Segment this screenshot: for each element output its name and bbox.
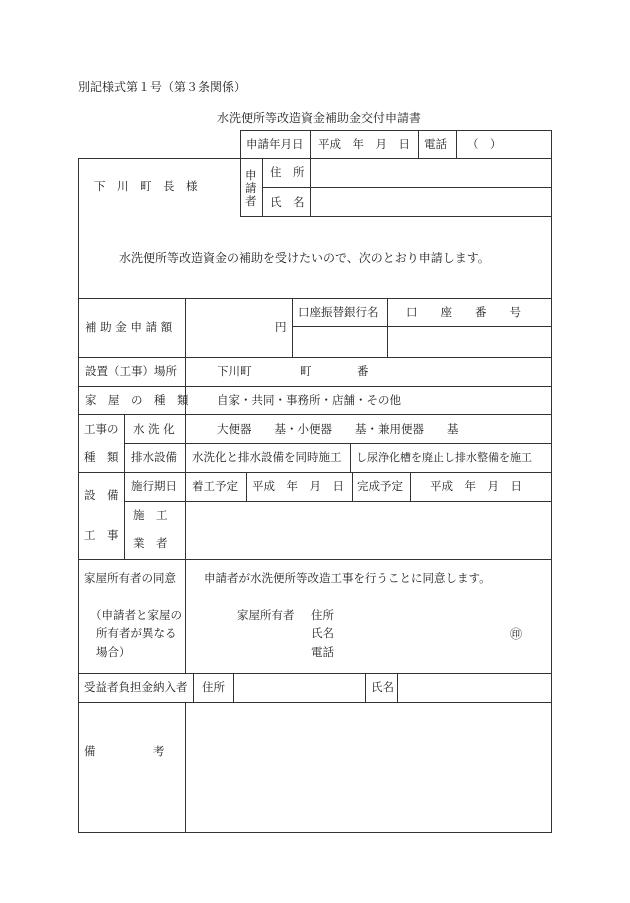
end-label: 完成予定 [357, 479, 403, 493]
contractor-label-top: 施 工 [133, 508, 168, 522]
start-label: 着工予定 [192, 479, 238, 493]
application-statement: 水洗便所等改造資金の補助を受けたいので、次のとおり申請します。 [119, 251, 490, 265]
owner-note-1: （申請者と家屋の [90, 608, 182, 622]
application-date-label: 申請年月日 [246, 137, 304, 151]
location-cho: 町 [300, 364, 312, 378]
form-title: 水洗便所等改造資金補助金交付申請書 [217, 111, 422, 125]
applicant-address-label: 住 所 [270, 165, 305, 179]
account-number-label: 口 座 番 号 [406, 305, 521, 319]
owner-consent-text: 申請者が水洗便所等改造工事を行うことに同意します。 [204, 571, 491, 585]
period-label: 施行期日 [131, 479, 177, 493]
applicant-label-1: 申 [245, 168, 257, 182]
owner-address-label: 住所 [311, 608, 334, 622]
location-town: 下川町 [217, 364, 252, 378]
owner-consent-label: 家屋所有者の同意 [84, 571, 176, 585]
phone-label: 電話 [424, 137, 447, 151]
owner-note-2: 所有者が異なる [96, 626, 177, 640]
subsidy-amount-label: 補 助 金 申 請 額 [85, 320, 173, 334]
facility-label-bottom: 工 事 [84, 528, 119, 542]
addressee: 下 川 町 長 様 [94, 179, 198, 193]
applicant-name-label: 氏 名 [270, 195, 305, 209]
house-type-options[interactable]: 自家・共同・事務所・店舗・その他 [217, 393, 401, 407]
contractor-label-bottom: 業 者 [133, 536, 168, 550]
flush-label: 水 洗 化 [133, 422, 175, 436]
location-label: 設置（工事）場所 [85, 364, 177, 378]
drain-option-septic[interactable]: し尿浄化槽を廃止し排水整備を施工 [356, 451, 532, 464]
house-type-label: 家 屋 の 種 類 [85, 393, 189, 407]
beneficiary-address-label: 住所 [202, 680, 225, 694]
beneficiary-name-label: 氏名 [371, 680, 394, 694]
bank-label: 口座振替銀行名 [298, 305, 379, 319]
work-kind-label-bottom: 種 類 [84, 450, 119, 464]
work-kind-label-top: 工事の [84, 422, 119, 436]
beneficiary-label: 受益者負担金納入者 [84, 680, 188, 694]
facility-label-top: 設 備 [84, 488, 119, 502]
seal-icon: ㊞ [510, 627, 523, 641]
location-ban: 番 [357, 364, 369, 378]
end-date-value[interactable]: 平成 年 月 日 [430, 479, 522, 493]
form-number: 別記様式第１号（第３条関係） [78, 80, 247, 94]
owner-name-label: 氏名 [311, 626, 334, 640]
remarks-label: 備 考 [84, 744, 165, 758]
start-date-value[interactable]: 平成 年 月 日 [252, 479, 344, 493]
applicant-label-2: 請 [245, 181, 257, 195]
phone-value[interactable]: （ ） [467, 137, 502, 151]
yen-unit: 円 [275, 320, 287, 334]
owner-note-3: 場合） [96, 645, 131, 659]
flush-value[interactable]: 大便器 基・小便器 基・兼用便器 基 [217, 422, 459, 436]
applicant-label-3: 者 [245, 194, 257, 208]
drain-option-simultaneous[interactable]: 水洗化と排水設備を同時施工 [192, 450, 342, 464]
owner-label: 家屋所有者 [237, 608, 295, 622]
owner-phone-label: 電話 [311, 645, 334, 659]
application-date-value[interactable]: 平成 年 月 日 [318, 137, 410, 151]
drain-label: 排水設備 [131, 450, 177, 464]
